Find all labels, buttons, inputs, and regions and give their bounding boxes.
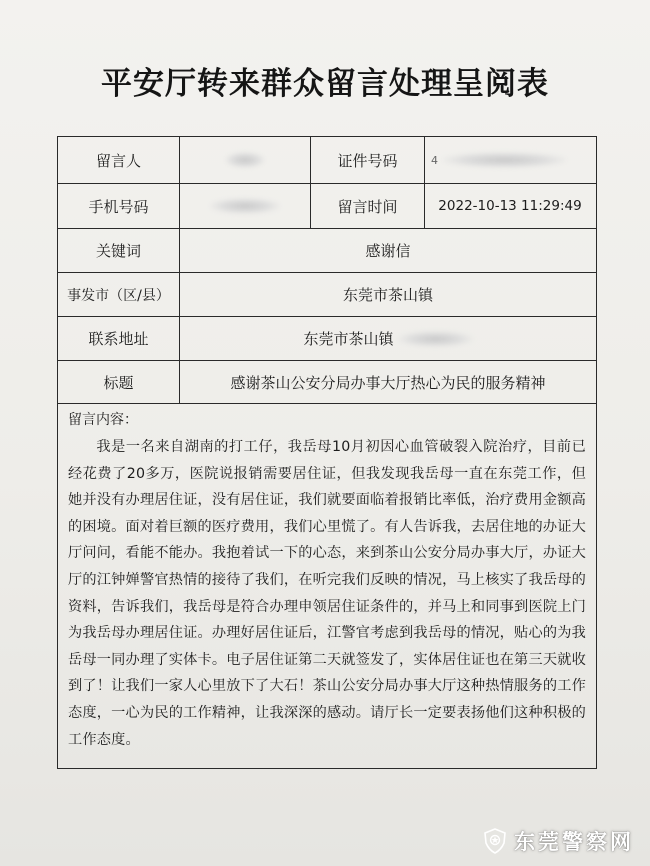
id-value [425,137,595,183]
keyword-value: 感谢信 [365,242,411,260]
address-text: 东莞市茶山镇 [303,330,394,348]
keyword-label: 关键词 [58,229,180,272]
subject-value: 感谢茶山公安分局办事大厅热心为民的服务精神 [230,373,546,392]
message-form-table [57,136,597,769]
document-title: 平安厅转来群众留言处理呈阅表 [101,66,549,102]
name-value-redacted [180,137,311,183]
phone-value-redacted [180,184,311,228]
redaction-blur [398,331,473,347]
row-address [58,317,596,361]
redaction-blur [225,152,265,168]
subject-label: 标题 [58,361,180,403]
row-name-id [58,137,596,184]
location-label: 事发市（区/县） [58,273,180,316]
row-location [58,273,596,317]
row-subject [58,361,596,404]
id-value-visible: 4 [431,153,438,167]
name-label: 留言人 [58,137,180,183]
police-badge-icon [482,828,508,854]
watermark [482,826,634,856]
address-label: 联系地址 [58,317,180,360]
phone-label: 手机号码 [58,184,180,228]
location-value: 东莞市茶山镇 [342,286,433,304]
message-content-section [58,404,596,768]
id-label: 证件号码 [311,137,425,183]
content-label: 留言内容： [68,412,138,428]
redaction-blur [442,152,567,168]
address-value [180,317,596,360]
row-phone-time [58,184,596,229]
watermark-text: 东莞警察网 [514,830,634,854]
redaction-blur [210,198,280,214]
time-value: 2022-10-13 11:29:49 [438,198,582,214]
row-keyword [58,229,596,273]
time-label: 留言时间 [311,184,425,228]
content-text: 我是一名来自湖南的打工仔，我岳母10月初因心血管破裂入院治疗，目前已经花费了20多万，医院说报销需要居住证，但我发现我岳母一直在东莞工作，但她并没有办理居住证，没有居住证，我们就要面临着报销比率低，治疗费用金额高的困境。面对着巨额的医疗费用，我们心里慌了。有人告诉我，去居住地的办证大厅问问，看能不能办。我抱着试一下的心态，来到茶山公安分局办事大厅，办证大厅的江钟婵警官热情的接待了我们，在听完我们反映的情况，马上核实了我岳母的资料，告诉我们，我岳母是符合办理申领居住证条件的，并马上和同事到医院上门为我岳母办理居住证。办理好居住证后，江警官考虑到我岳母的情况，贴心的为我岳母一同办理了实体卡。电子居住证第二天就签发了，实体居住证也在第三天就收到了！让我们一家人心里放下了大石！茶山公安分局办事大厅这种热情服务的工作态度，一心为民的工作精神，让我深深的感动。请厅长一定要表扬他们这种积极的工作态度。 [68,439,586,748]
